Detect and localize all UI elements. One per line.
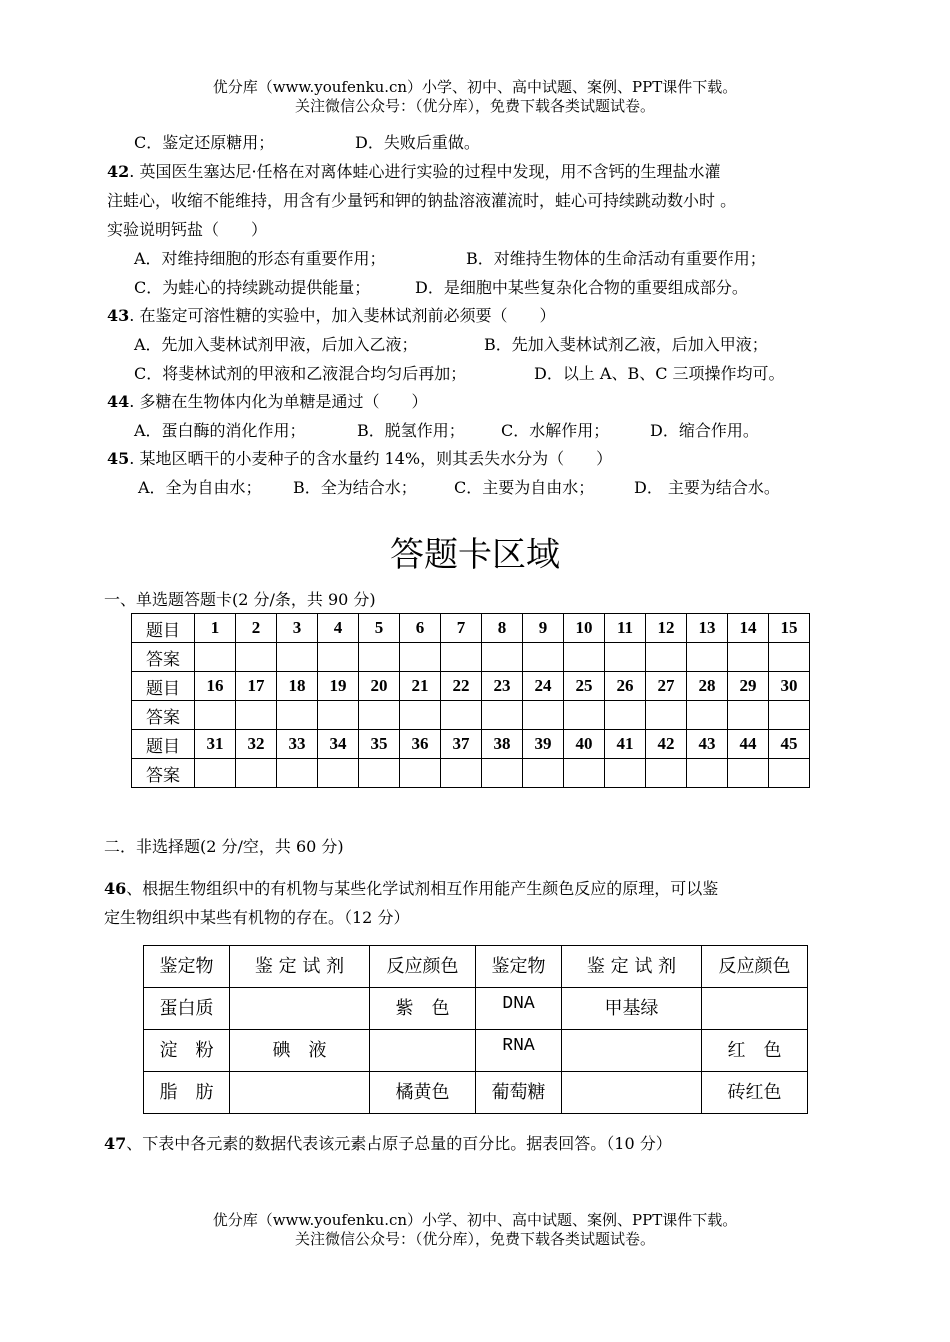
q43-number: 43 (107, 306, 130, 325)
question-number-cell: 22 (441, 672, 482, 701)
answer-blank-cell[interactable] (523, 759, 564, 788)
identification-cell: 脂 肪 (144, 1072, 230, 1114)
question-number-cell: 39 (523, 730, 564, 759)
answer-grid-answer-row (132, 701, 810, 730)
section1-heading: 一、单选题答题卡(2 分/条，共 90 分) (104, 590, 376, 609)
question-number-cell: 30 (769, 672, 810, 701)
question-number-cell: 9 (523, 614, 564, 643)
answer-blank-cell[interactable] (728, 759, 769, 788)
question-number-cell: 12 (646, 614, 687, 643)
answer-blank-cell[interactable] (687, 701, 728, 730)
identification-row (144, 1030, 808, 1072)
q45-number: 45 (107, 449, 130, 468)
question-number-cell: 6 (400, 614, 441, 643)
question-label: 题目 (132, 672, 195, 701)
answer-blank-cell[interactable] (646, 701, 687, 730)
question-number-cell: 11 (605, 614, 646, 643)
identification-cell: RNA (476, 1030, 562, 1072)
identification-cell: 橘黄色 (370, 1072, 476, 1114)
question-number-cell: 27 (646, 672, 687, 701)
q43-option-c: C．将斐林试剂的甲液和乙液混合均匀后再加； (134, 364, 467, 383)
question-number-cell: 2 (236, 614, 277, 643)
identification-row (144, 988, 808, 1030)
identification-cell: 甲基绿 (562, 988, 702, 1030)
answer-blank-cell[interactable] (441, 643, 482, 672)
answer-blank-cell[interactable] (564, 643, 605, 672)
answer-blank-cell[interactable] (728, 701, 769, 730)
q42-option-a: A．对维持细胞的形态有重要作用； (134, 249, 386, 268)
question-number-cell: 21 (400, 672, 441, 701)
q46-stem-line2: 定生物组织中某些有机物的存在。（12 分） (104, 908, 410, 927)
answer-blank-cell[interactable] (646, 759, 687, 788)
answer-blank-cell[interactable] (769, 701, 810, 730)
question-number-cell: 28 (687, 672, 728, 701)
answer-blank-cell[interactable] (400, 643, 441, 672)
answer-blank-cell[interactable] (318, 759, 359, 788)
question-number-cell: 41 (605, 730, 646, 759)
answer-grid-answer-row (132, 759, 810, 788)
question-number-cell: 38 (482, 730, 523, 759)
question-number-cell: 35 (359, 730, 400, 759)
q45-stem (107, 447, 612, 471)
question-label: 题目 (132, 730, 195, 759)
identification-blank-cell[interactable] (370, 1030, 476, 1072)
identification-blank-cell[interactable] (702, 988, 808, 1030)
answer-blank-cell[interactable] (195, 643, 236, 672)
page-footer-line1: 优分库（www.youfenku.cn）小学、初中、高中试题、案例、PPT课件下载。 (212, 1211, 738, 1229)
q42-option-c: C．为蛙心的持续跳动提供能量； (134, 278, 371, 297)
question-number-cell: 42 (646, 730, 687, 759)
identification-header-cell: 鉴 定 试 剂 (230, 946, 370, 988)
answer-blank-cell[interactable] (564, 701, 605, 730)
q46-number: 46 (104, 879, 127, 898)
question-number-cell: 20 (359, 672, 400, 701)
question-number-cell: 36 (400, 730, 441, 759)
answer-blank-cell[interactable] (400, 701, 441, 730)
answer-blank-cell[interactable] (687, 643, 728, 672)
q44-option-d: D．缩合作用。 (650, 421, 759, 440)
question-number-cell: 26 (605, 672, 646, 701)
q47-text: 、下表中各元素的数据代表该元素占原子总量的百分比。据表回答。（10 分） (126, 1134, 672, 1153)
q44-option-b: B．脱氢作用； (357, 421, 465, 440)
answer-blank-cell[interactable] (277, 759, 318, 788)
identification-cell: 葡萄糖 (476, 1072, 562, 1114)
answer-blank-cell[interactable] (646, 643, 687, 672)
answer-card-title: 答题卡区域 (390, 535, 560, 575)
question-number-cell: 32 (236, 730, 277, 759)
answer-blank-cell[interactable] (359, 643, 400, 672)
question-number-cell: 45 (769, 730, 810, 759)
question-number-cell: 34 (318, 730, 359, 759)
answer-blank-cell[interactable] (523, 701, 564, 730)
question-number-cell: 16 (195, 672, 236, 701)
answer-grid (131, 613, 810, 788)
question-number-cell: 33 (277, 730, 318, 759)
q44-stem (107, 390, 427, 414)
question-number-cell: 18 (277, 672, 318, 701)
identification-header-cell: 鉴 定 试 剂 (562, 946, 702, 988)
answer-blank-cell[interactable] (318, 701, 359, 730)
identification-header-row (144, 946, 808, 988)
answer-grid-answer-row (132, 643, 810, 672)
answer-blank-cell[interactable] (523, 643, 564, 672)
identification-cell: 红 色 (702, 1030, 808, 1072)
identification-cell: 砖红色 (702, 1072, 808, 1114)
question-number-cell: 40 (564, 730, 605, 759)
answer-blank-cell[interactable] (769, 643, 810, 672)
answer-blank-cell[interactable] (564, 759, 605, 788)
question-number-cell: 5 (359, 614, 400, 643)
answer-grid-question-row (132, 672, 810, 701)
q45-option-b: B．全为结合水； (293, 478, 417, 497)
question-number-cell: 13 (687, 614, 728, 643)
question-number-cell: 25 (564, 672, 605, 701)
q44-option-c: C．水解作用； (501, 421, 610, 440)
identification-cell: 蛋白质 (144, 988, 230, 1030)
question-number-cell: 37 (441, 730, 482, 759)
q46-stem-line1 (104, 877, 718, 901)
q45-option-c: C．主要为自由水； (454, 478, 595, 497)
answer-blank-cell[interactable] (769, 759, 810, 788)
question-number-cell: 10 (564, 614, 605, 643)
answer-blank-cell[interactable] (318, 643, 359, 672)
answer-blank-cell[interactable] (687, 759, 728, 788)
identification-cell: DNA (476, 988, 562, 1030)
page-footer-line2: 关注微信公众号：（优分库），免费下载各类试题试卷。 (294, 1230, 655, 1248)
answer-blank-cell[interactable] (359, 759, 400, 788)
question-number-cell: 24 (523, 672, 564, 701)
page-header-line2: 关注微信公众号：（优分库），免费下载各类试题试卷。 (294, 97, 655, 115)
question-number-cell: 8 (482, 614, 523, 643)
q47-stem (104, 1132, 672, 1156)
question-number-cell: 7 (441, 614, 482, 643)
identification-header-cell: 反应颜色 (370, 946, 476, 988)
answer-blank-cell[interactable] (605, 759, 646, 788)
identification-table (143, 945, 808, 1114)
answer-grid-question-row (132, 730, 810, 759)
answer-blank-cell[interactable] (441, 701, 482, 730)
identification-cell: 淀 粉 (144, 1030, 230, 1072)
q45-option-d: D． 主要为结合水。 (634, 478, 780, 497)
q45-text: . 某地区晒干的小麦种子的含水量约 14%，则其丢失水分为（ ） (129, 449, 613, 468)
answer-blank-cell[interactable] (441, 759, 482, 788)
q42-stem-line2: 注蛙心，收缩不能维持，用含有少量钙和钾的钠盐溶液灌流时，蛙心可持续跳动数小时 。 (107, 191, 737, 210)
q42-stem-line1 (107, 160, 721, 184)
question-number-cell: 43 (687, 730, 728, 759)
identification-blank-cell[interactable] (230, 988, 370, 1030)
q47-number: 47 (104, 1134, 127, 1153)
q44-text: . 多糖在生物体内化为单糖是通过（ ） (129, 392, 428, 411)
question-number-cell: 15 (769, 614, 810, 643)
identification-header-cell: 反应颜色 (702, 946, 808, 988)
q42-text: . 英国医生塞达尼·任格在对离体蛙心进行实验的过程中发现，用不含钙的生理盐水灌 (129, 162, 721, 181)
q43-option-d: D．以上 A、B、C 三项操作均可。 (534, 364, 785, 383)
q44-option-a: A．蛋白酶的消化作用； (134, 421, 306, 440)
answer-blank-cell[interactable] (482, 643, 523, 672)
q45-option-a: A．全为自由水； (138, 478, 262, 497)
identification-row (144, 1072, 808, 1114)
answer-blank-cell[interactable] (728, 643, 769, 672)
answer-blank-cell[interactable] (400, 759, 441, 788)
question-number-cell: 23 (482, 672, 523, 701)
question-number-cell: 19 (318, 672, 359, 701)
answer-blank-cell[interactable] (605, 643, 646, 672)
answer-blank-cell[interactable] (195, 701, 236, 730)
answer-blank-cell[interactable] (277, 643, 318, 672)
answer-grid-question-row (132, 614, 810, 643)
answer-blank-cell[interactable] (236, 643, 277, 672)
identification-blank-cell[interactable] (230, 1072, 370, 1114)
q42-stem-line3: 实验说明钙盐（ ） (107, 220, 268, 239)
section2-heading: 二．非选择题(2 分/空，共 60 分) (104, 837, 344, 856)
question-number-cell: 1 (195, 614, 236, 643)
identification-cell: 碘 液 (230, 1030, 370, 1072)
q41-option-c: C．鉴定还原糖用； (134, 133, 275, 152)
identification-cell: 紫 色 (370, 988, 476, 1030)
answer-blank-cell[interactable] (482, 759, 523, 788)
answer-blank-cell[interactable] (195, 759, 236, 788)
question-label: 题目 (132, 614, 195, 643)
question-number-cell: 29 (728, 672, 769, 701)
answer-label: 答案 (132, 643, 195, 672)
q42-option-d: D．是细胞中某些复杂化合物的重要组成部分。 (415, 278, 748, 297)
q42-option-b: B．对维持生物体的生命活动有重要作用； (466, 249, 766, 268)
question-number-cell: 3 (277, 614, 318, 643)
q42-number: 42 (107, 162, 130, 181)
q43-stem (107, 304, 555, 328)
answer-label: 答案 (132, 759, 195, 788)
identification-header-cell: 鉴定物 (476, 946, 562, 988)
question-number-cell: 44 (728, 730, 769, 759)
page-header-line1: 优分库（www.youfenku.cn）小学、初中、高中试题、案例、PPT课件下载。 (212, 78, 738, 96)
q43-option-b: B．先加入斐林试剂乙液，后加入甲液； (484, 335, 768, 354)
answer-blank-cell[interactable] (236, 759, 277, 788)
answer-blank-cell[interactable] (359, 701, 400, 730)
identification-header-cell: 鉴定物 (144, 946, 230, 988)
q41-option-d: D．失败后重做。 (355, 133, 480, 152)
question-number-cell: 14 (728, 614, 769, 643)
answer-blank-cell[interactable] (605, 701, 646, 730)
q43-option-a: A．先加入斐林试剂甲液，后加入乙液； (134, 335, 418, 354)
q43-text: . 在鉴定可溶性糖的实验中，加入斐林试剂前必须要（ ） (129, 306, 556, 325)
answer-label: 答案 (132, 701, 195, 730)
q46-text: 、根据生物组织中的有机物与某些化学试剂相互作用能产生颜色反应的原理，可以鉴 (126, 879, 719, 898)
question-number-cell: 4 (318, 614, 359, 643)
question-number-cell: 31 (195, 730, 236, 759)
identification-blank-cell[interactable] (562, 1030, 702, 1072)
question-number-cell: 17 (236, 672, 277, 701)
answer-blank-cell[interactable] (277, 701, 318, 730)
answer-blank-cell[interactable] (482, 701, 523, 730)
q44-number: 44 (107, 392, 130, 411)
identification-blank-cell[interactable] (562, 1072, 702, 1114)
answer-blank-cell[interactable] (236, 701, 277, 730)
